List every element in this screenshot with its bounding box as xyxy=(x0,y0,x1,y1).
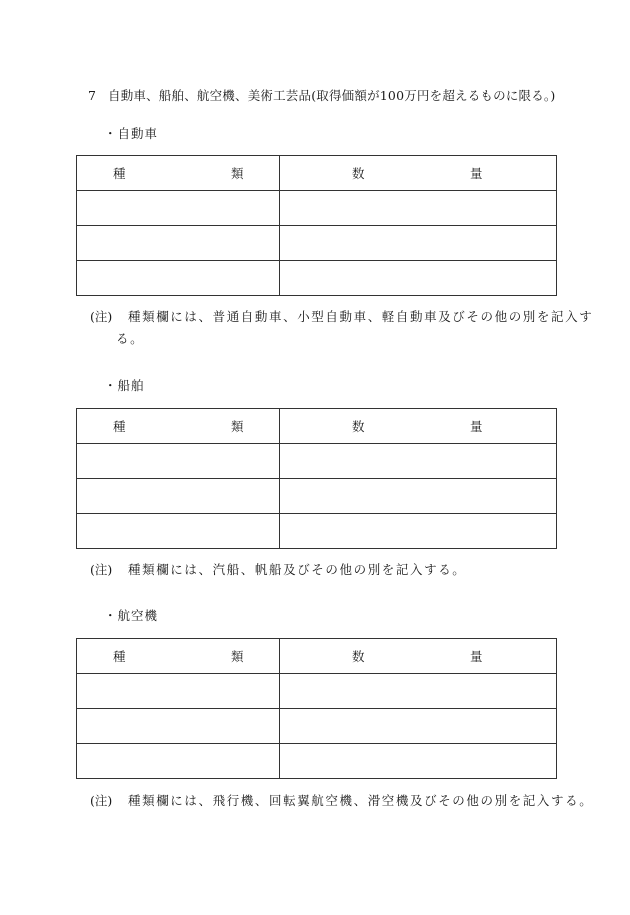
quantity-cell[interactable] xyxy=(280,709,557,744)
kind-cell[interactable] xyxy=(77,744,280,779)
automobile-table xyxy=(76,155,557,296)
kind-cell[interactable] xyxy=(77,444,280,479)
kind-cell[interactable] xyxy=(77,514,280,549)
quantity-cell[interactable] xyxy=(280,261,557,296)
quantity-cell[interactable] xyxy=(280,479,557,514)
table-header-row xyxy=(77,409,557,444)
quantity-header: 数 量 xyxy=(280,156,557,191)
table-row xyxy=(77,674,557,709)
quantity-cell[interactable] xyxy=(280,674,557,709)
note-text-continued: る。 xyxy=(116,331,145,346)
heading-text: 自動車、船舶、航空機、美術工芸品(取得価額が100万円を超えるものに限る。) xyxy=(108,88,556,103)
table-header-row xyxy=(77,639,557,674)
table-row xyxy=(77,191,557,226)
subsection-title-ship: ・船舶 xyxy=(104,378,145,393)
kind-cell[interactable] xyxy=(77,261,280,296)
ship-table xyxy=(76,408,557,549)
note-text: 種類欄には、普通自動車、小型自動車、軽自動車及びその他の別を記入す xyxy=(128,309,594,324)
quantity-cell[interactable] xyxy=(280,744,557,779)
note-text: 種類欄には、飛行機、回転翼航空機、滑空機及びその他の別を記入する。 xyxy=(128,793,594,808)
kind-cell[interactable] xyxy=(77,674,280,709)
aircraft-table xyxy=(76,638,557,779)
note-label: (注) xyxy=(90,309,113,324)
heading-number: 7 xyxy=(88,88,97,103)
kind-header: 種 類 xyxy=(77,156,280,191)
kind-header: 種 類 xyxy=(77,639,280,674)
automobile-note xyxy=(90,306,593,350)
quantity-cell[interactable] xyxy=(280,191,557,226)
note-text: 種類欄には、汽船、帆船及びその他の別を記入する。 xyxy=(128,562,467,577)
quantity-cell[interactable] xyxy=(280,226,557,261)
table-row xyxy=(77,444,557,479)
quantity-header: 数 量 xyxy=(280,409,557,444)
quantity-header: 数 量 xyxy=(280,639,557,674)
subsection-title-automobile: ・自動車 xyxy=(104,126,159,141)
table-row xyxy=(77,226,557,261)
kind-cell[interactable] xyxy=(77,191,280,226)
table-row xyxy=(77,709,557,744)
kind-cell[interactable] xyxy=(77,226,280,261)
table-header-row xyxy=(77,156,557,191)
quantity-cell[interactable] xyxy=(280,444,557,479)
table-row xyxy=(77,479,557,514)
section-heading xyxy=(88,86,555,104)
note-label: (注) xyxy=(90,793,113,808)
note-label: (注) xyxy=(90,562,113,577)
aircraft-note xyxy=(90,790,593,812)
kind-cell[interactable] xyxy=(77,479,280,514)
table-row xyxy=(77,514,557,549)
ship-note xyxy=(90,559,466,581)
quantity-cell[interactable] xyxy=(280,514,557,549)
kind-header: 種 類 xyxy=(77,409,280,444)
kind-cell[interactable] xyxy=(77,709,280,744)
table-row xyxy=(77,261,557,296)
subsection-title-aircraft: ・航空機 xyxy=(104,608,159,623)
table-row xyxy=(77,744,557,779)
